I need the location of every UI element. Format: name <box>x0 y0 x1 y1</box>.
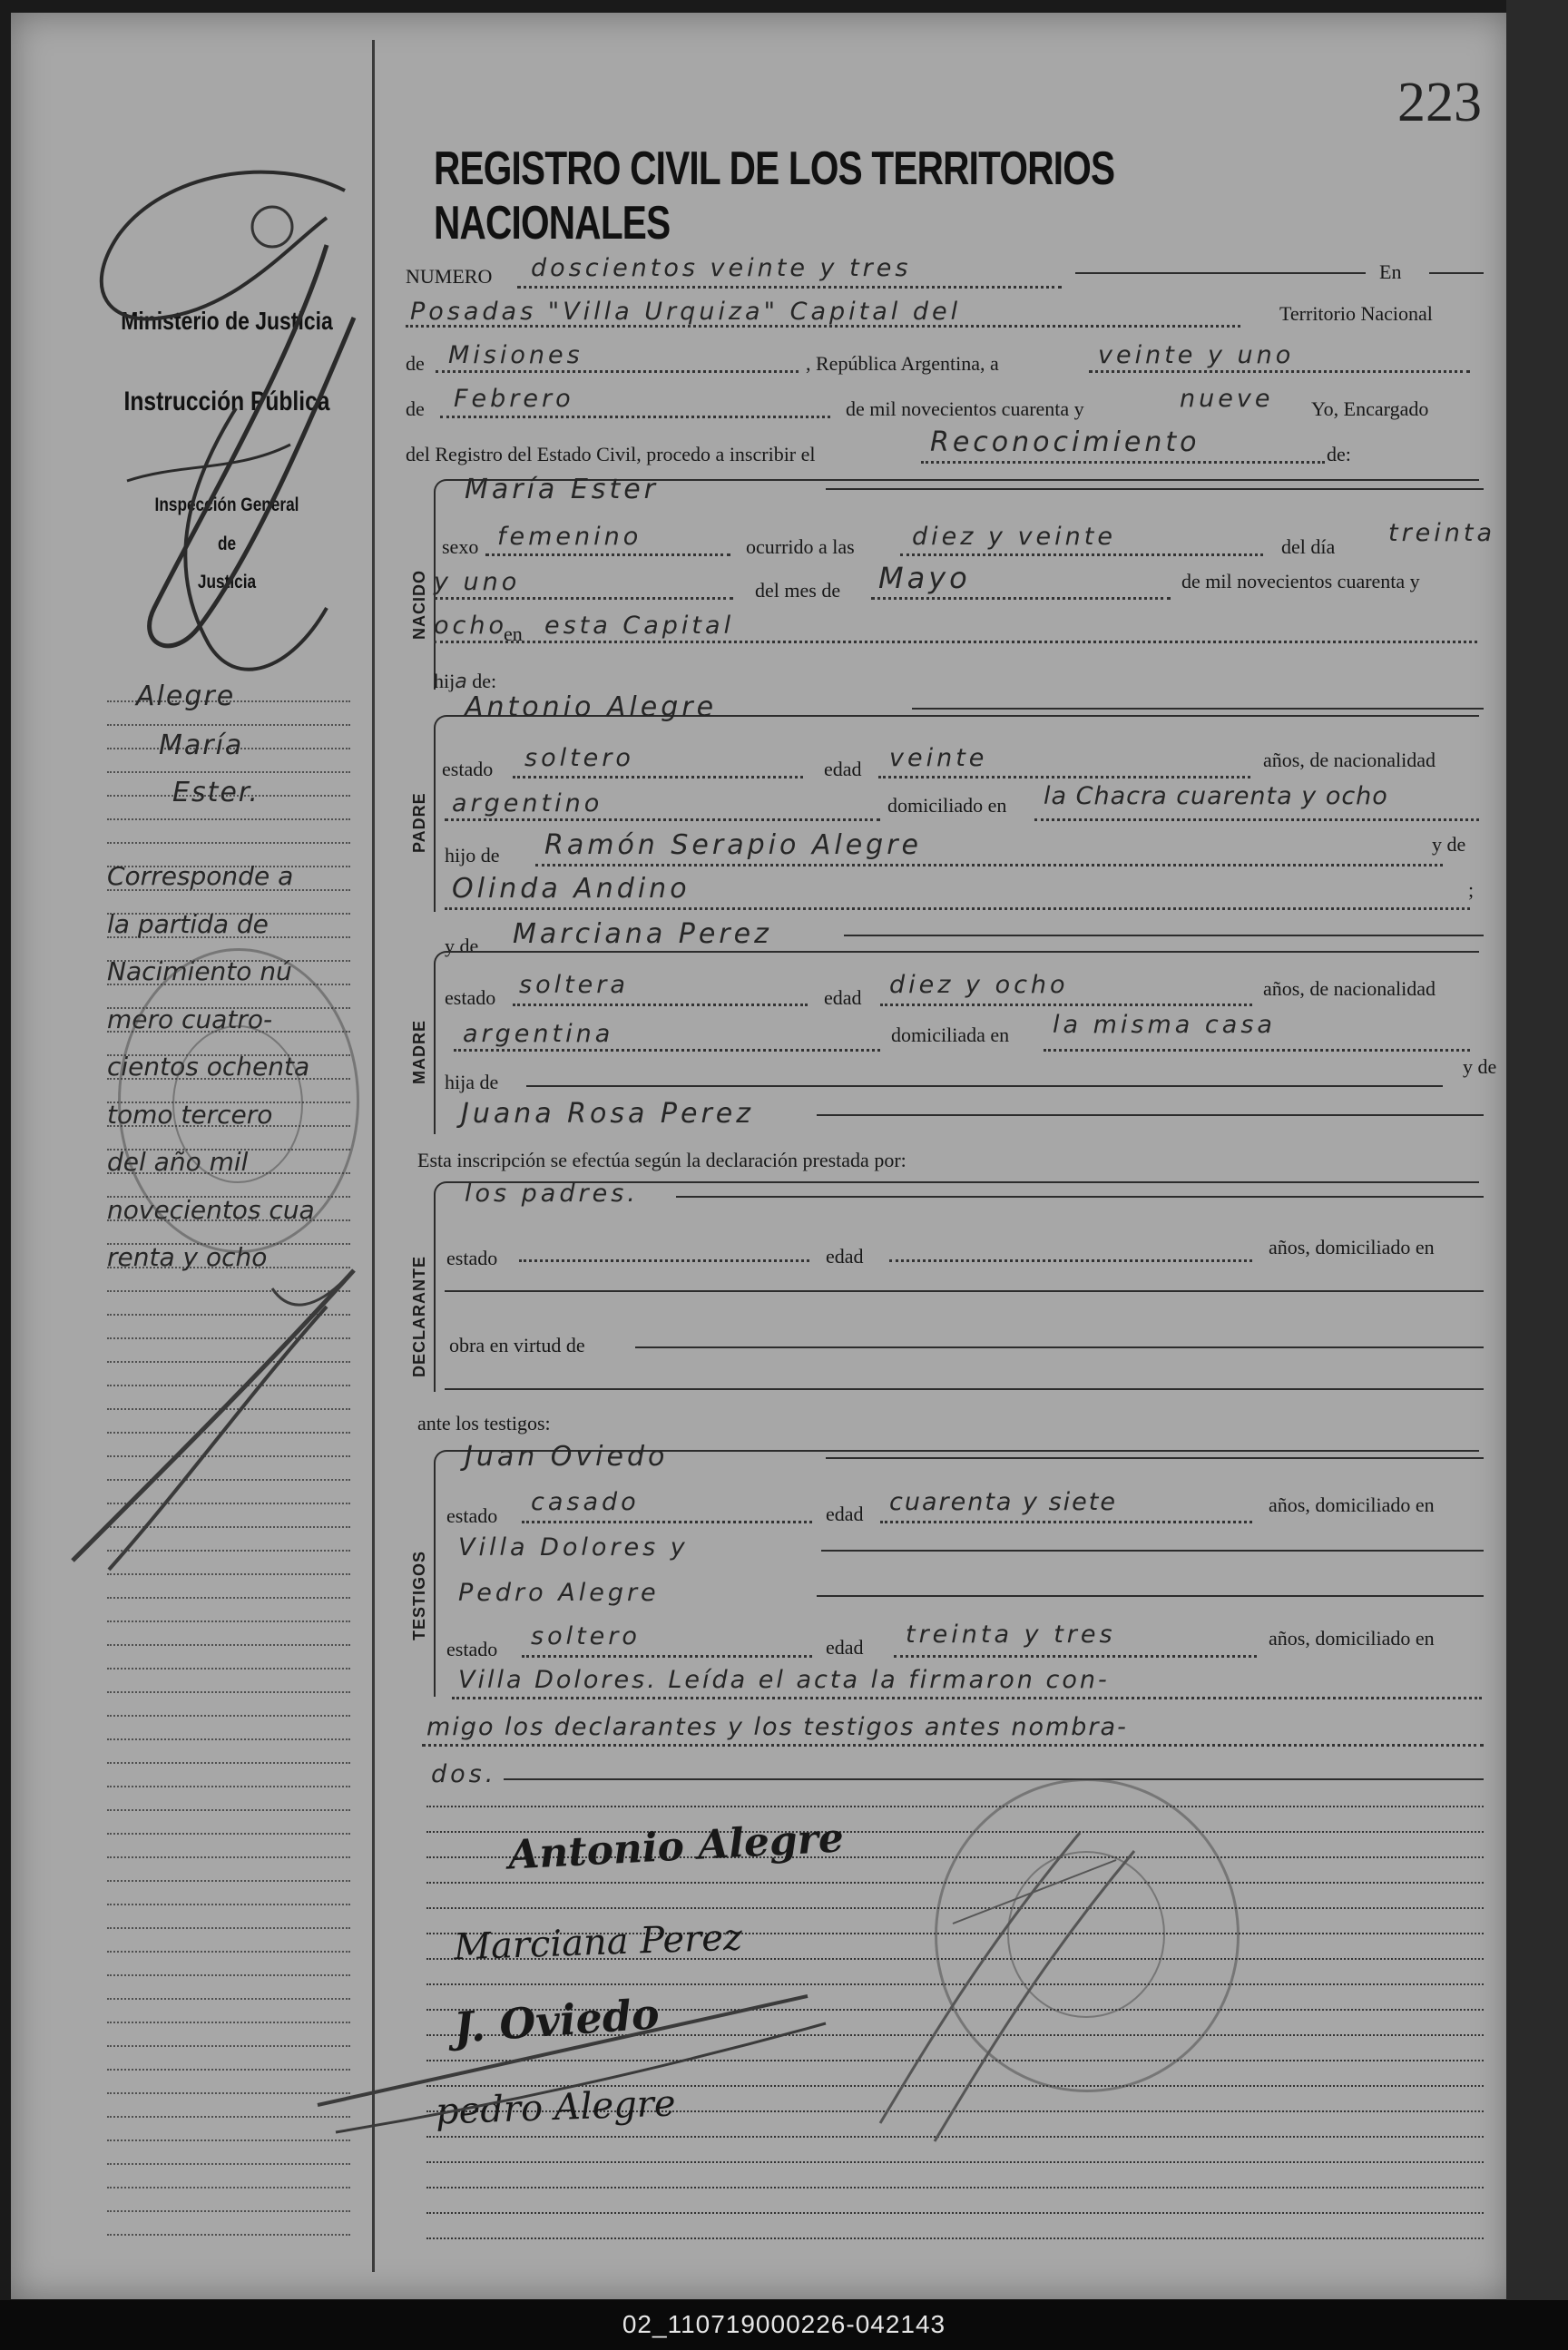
witness-2-edad-label: edad <box>826 1636 864 1659</box>
mother-edad-label: edad <box>824 986 862 1009</box>
margin-ruled-line <box>107 1668 350 1669</box>
mother-estado-dotted-line <box>513 1004 808 1006</box>
mother-name-line <box>844 935 1484 936</box>
nacido-section-label: NACIDO <box>410 570 428 640</box>
margin-ruled-line <box>107 1762 350 1764</box>
declarante-section-label: DECLARANTE <box>410 1256 428 1377</box>
yo-label: Yo, Encargado <box>1311 397 1429 420</box>
numero-fill-line <box>1075 272 1366 274</box>
witness-1-name: Juan Oviedo <box>465 1441 669 1473</box>
obra-label: obra en virtud de <box>449 1334 585 1356</box>
margin-note-line: Corresponde a <box>107 861 294 891</box>
padre-section-label: PADRE <box>410 792 428 853</box>
ministry-line-2: Instrucción Pública <box>123 387 330 416</box>
birth-year-label: de mil novecientos cuarenta y <box>1181 570 1420 592</box>
signature-father: Antonio Alegre <box>506 1815 846 1879</box>
witness-2-estado-label: estado <box>446 1638 498 1660</box>
father-dom-dotted-line <box>1034 818 1479 821</box>
mother-estado-label: estado <box>445 986 496 1009</box>
margin-note-line: del año mil <box>107 1147 249 1177</box>
closing-line-3: dos. <box>431 1760 497 1788</box>
father-mother-name: Olinda Andino <box>452 873 691 905</box>
sexo-label: sexo <box>442 535 479 558</box>
signature-mother: Marciana Perez <box>453 1916 743 1969</box>
signature-witness-2: pedro Alegre <box>435 2082 677 2133</box>
margin-ruled-line <box>107 1644 350 1646</box>
father-father-name: Ramón Serapio Alegre <box>544 829 922 861</box>
closing-line-1-dotted <box>452 1697 1482 1699</box>
father-name-line <box>912 708 1484 710</box>
child-name: María Ester <box>465 474 659 505</box>
del-mes-label: del mes de <box>755 579 841 602</box>
madre-section-label: MADRE <box>410 1020 428 1084</box>
birth-place-value: esta Capital <box>544 612 735 640</box>
declarante-address-line <box>445 1290 1484 1292</box>
declarante-estado-label: estado <box>446 1247 498 1269</box>
hour-dotted-line <box>900 553 1263 556</box>
numero-dotted-line <box>517 286 1062 289</box>
sexo-dotted-line <box>485 553 730 556</box>
father-name: Antonio Alegre <box>465 691 718 723</box>
act-type-dotted-line <box>921 461 1325 464</box>
mother-dom-dotted-line <box>1044 1049 1470 1052</box>
margin-ruled-line <box>107 2210 350 2212</box>
margin-stamp-emblem <box>172 1025 303 1183</box>
margin-scrawl-signature <box>54 136 381 735</box>
mother-name: Marciana Perez <box>513 918 772 950</box>
margin-note-line: la partida de <box>107 908 269 939</box>
declarante-line <box>676 1196 1484 1198</box>
witness-2-edad-value: treinta y tres <box>906 1621 1116 1649</box>
month-value: Febrero <box>454 385 574 413</box>
mother-y-de-label: y de <box>1463 1055 1497 1078</box>
witness-1-name-line <box>826 1457 1484 1459</box>
father-y-de-label: y de <box>1432 833 1466 856</box>
margin-ruled-line <box>107 842 350 844</box>
father-edad-label: edad <box>824 758 862 780</box>
witness-2-name: Pedro Alegre <box>458 1579 660 1607</box>
de-label-2: de <box>406 397 425 420</box>
birth-day-dotted-line <box>434 597 733 600</box>
hijo-suffix: a <box>455 671 467 693</box>
hijo-label <box>434 670 496 693</box>
declarante-domiciliado-label: años, domiciliado en <box>1269 1236 1435 1258</box>
month-dotted-line <box>440 416 830 418</box>
hijo-de-label: de: <box>472 670 497 692</box>
birth-day-value-continued: y uno <box>434 568 521 596</box>
signature-overstrokes <box>299 1797 1189 2178</box>
testigos-brace <box>434 1450 1479 1697</box>
margin-surname: Alegre <box>136 681 236 712</box>
scan-filename: 02_110719000226-042143 <box>622 2310 946 2338</box>
margin-note-line: tomo tercero <box>107 1099 273 1130</box>
child-name-line <box>826 488 1484 490</box>
province-value: Misiones <box>448 341 583 369</box>
en-label-2: en <box>504 622 523 645</box>
signature-witness-1: J. Oviedo <box>452 1989 662 2052</box>
mother-edad-dotted-line <box>880 1004 1252 1006</box>
margin-given-name-2: Ester. <box>172 777 260 808</box>
sexo-value: femenino <box>497 523 642 551</box>
closing-line-2: migo los declarantes y los testigos antes nombra- <box>426 1713 1128 1741</box>
father-father-dotted-line <box>535 864 1443 867</box>
margin-note-line: novecientos cua <box>107 1194 315 1225</box>
del-dia-label: del día <box>1281 535 1336 558</box>
inspection-line-2: de <box>217 534 237 554</box>
numero-value: doscientos veinte y tres <box>531 254 912 282</box>
margin-given-name-1: María <box>159 729 244 761</box>
margin-ruled-line <box>107 771 350 773</box>
republica-label: , República Argentina, a <box>806 352 999 375</box>
witness-2-name-line <box>817 1595 1484 1597</box>
birth-place-dotted-line <box>434 641 1477 643</box>
margin-ruled-line <box>107 1691 350 1693</box>
witness-1-estado-label: estado <box>446 1504 498 1527</box>
declarante-edad-label: edad <box>826 1245 864 1268</box>
witness-1-edad-dotted-line <box>880 1521 1252 1523</box>
witness-1-edad-value: cuarenta y siete <box>889 1488 1117 1516</box>
de-label: de <box>406 352 425 375</box>
mother-nac-dotted-line <box>454 1049 880 1052</box>
witness-1-domicilio-value: Villa Dolores y <box>458 1533 689 1562</box>
document-title: REGISTRO CIVIL DE LOS TERRITORIOS NACIONALES <box>434 142 1115 250</box>
inspection-line-1: Inspección General <box>154 494 299 515</box>
declarante-brace <box>434 1181 1479 1392</box>
father-domicilio-value: la Chacra cuarenta y ocho <box>1044 782 1388 810</box>
registro-label: del Registro del Estado Civil, procedo a inscribir el <box>406 443 816 465</box>
father-estado-label: estado <box>442 758 494 780</box>
en-fill-line <box>1429 272 1484 274</box>
margin-ruled-line <box>107 2187 350 2188</box>
declarante-value: los padres. <box>465 1180 639 1208</box>
numero-label: NUMERO <box>406 265 493 288</box>
birth-day-value: treinta <box>1388 519 1496 547</box>
obra-line <box>635 1346 1484 1348</box>
closing-line-3-line <box>504 1778 1484 1780</box>
declaracion-label: Esta inscripción se efectúa según la declaración prestada por: <box>417 1149 906 1171</box>
mother-estado-value: soltera <box>519 971 629 999</box>
mother-nacionalidad-value: argentina <box>463 1020 614 1048</box>
witness-2-edad-dotted-line <box>894 1655 1257 1658</box>
margin-ruled-line <box>107 1738 350 1740</box>
margin-note-line: Nacimiento nú <box>107 956 292 986</box>
witness-2-estado-value: soltero <box>531 1622 641 1650</box>
father-edad-dotted-line <box>878 776 1250 778</box>
father-edad-value: veinte <box>889 744 988 772</box>
province-dotted-line <box>436 370 799 373</box>
father-estado-dotted-line <box>513 776 803 778</box>
father-hijo-de-label: hijo de <box>445 844 500 867</box>
witness-1-edad-label: edad <box>826 1503 864 1525</box>
signature-ruled-line <box>426 2212 1484 2214</box>
closing-line-2-dotted <box>422 1744 1484 1747</box>
father-domiciliado-label: domiciliado en <box>887 794 1007 817</box>
inspection-line-3: Justicia <box>197 572 257 592</box>
declarante-estado-dotted-line <box>519 1259 809 1262</box>
page-number: 223 <box>1397 72 1482 133</box>
margin-ruled-line <box>107 1621 350 1622</box>
hijo-label-prefix: hij <box>434 670 456 692</box>
father-nac-dotted-line <box>445 818 880 821</box>
act-type-value: Reconocimiento <box>930 426 1200 458</box>
mother-mother-line <box>817 1114 1484 1116</box>
father-nacionalidad-label: años, de nacionalidad <box>1263 749 1436 771</box>
margin-note-line: cientos ochenta <box>107 1052 310 1082</box>
mother-domicilio-value: la misma casa <box>1053 1011 1276 1039</box>
witness-1-estado-value: casado <box>531 1488 640 1516</box>
mother-hija-de-line <box>526 1085 1443 1087</box>
margin-note-line: renta y ocho <box>107 1242 268 1272</box>
witness-2-domiciliado-label: años, domiciliado en <box>1269 1627 1435 1650</box>
witness-1-estado-dotted-line <box>522 1521 812 1523</box>
closing-line-1: Villa Dolores. Leída el acta la firmaron con- <box>458 1666 1110 1694</box>
signature-ruled-line <box>426 2237 1484 2239</box>
de-colon-label: de: <box>1327 443 1351 465</box>
ocurrido-label: ocurrido a las <box>746 535 855 558</box>
day-dotted-line <box>1089 370 1470 373</box>
declarante-extra-line <box>445 1388 1484 1390</box>
mother-domiciliada-label: domiciliada en <box>891 1023 1010 1046</box>
year-value: nueve <box>1180 385 1274 413</box>
birth-month-value: Mayo <box>878 561 971 595</box>
hour-value: diez y veinte <box>912 523 1116 551</box>
father-mother-semicolon: ; <box>1468 878 1475 901</box>
city-value: Posadas "Villa Urquiza" Capital del <box>410 298 962 326</box>
margin-ruled-line <box>107 818 350 820</box>
margin-bottom-scrawl <box>54 1252 381 1597</box>
declarante-edad-dotted-line <box>889 1259 1252 1262</box>
witness-1-domicilio-line <box>821 1550 1484 1552</box>
birth-month-dotted-line <box>871 597 1171 600</box>
madre-y-de-label: y de <box>445 935 479 957</box>
father-estado-value: soltero <box>524 744 634 772</box>
day-value: veinte y uno <box>1098 341 1295 369</box>
margin-ruled-line <box>107 1715 350 1717</box>
margin-ruled-line <box>107 2234 350 2236</box>
ante-testigos-label: ante los testigos: <box>417 1412 551 1434</box>
book-spine <box>1506 0 1568 2300</box>
mother-mother-name: Juana Rosa Perez <box>461 1098 755 1130</box>
father-nacionalidad-value: argentino <box>452 789 603 818</box>
mother-hija-de-label: hija de <box>445 1071 499 1093</box>
en-label: En <box>1379 260 1402 283</box>
birth-year-value: ocho <box>434 612 507 640</box>
witness-2-estado-dotted-line <box>522 1655 812 1658</box>
mother-nacionalidad-label: años, de nacionalidad <box>1263 977 1436 1000</box>
testigos-section-label: TESTIGOS <box>410 1550 428 1640</box>
margin-ruled-line <box>107 1597 350 1599</box>
city-dotted-line <box>406 325 1240 328</box>
margin-note-line: mero cuatro- <box>107 1004 273 1034</box>
witness-1-domiciliado-label: años, domiciliado en <box>1269 1493 1435 1516</box>
father-mother-dotted-line <box>445 907 1470 910</box>
margin-ruled-line <box>107 1786 350 1787</box>
territorio-label: Territorio Nacional <box>1279 302 1433 325</box>
year-label: de mil novecientos cuarenta y <box>846 397 1084 420</box>
ministry-line-1: Ministerio de Justicia <box>121 307 333 335</box>
signature-ruled-line <box>426 2187 1484 2188</box>
mother-edad-value: diez y ocho <box>889 971 1069 999</box>
